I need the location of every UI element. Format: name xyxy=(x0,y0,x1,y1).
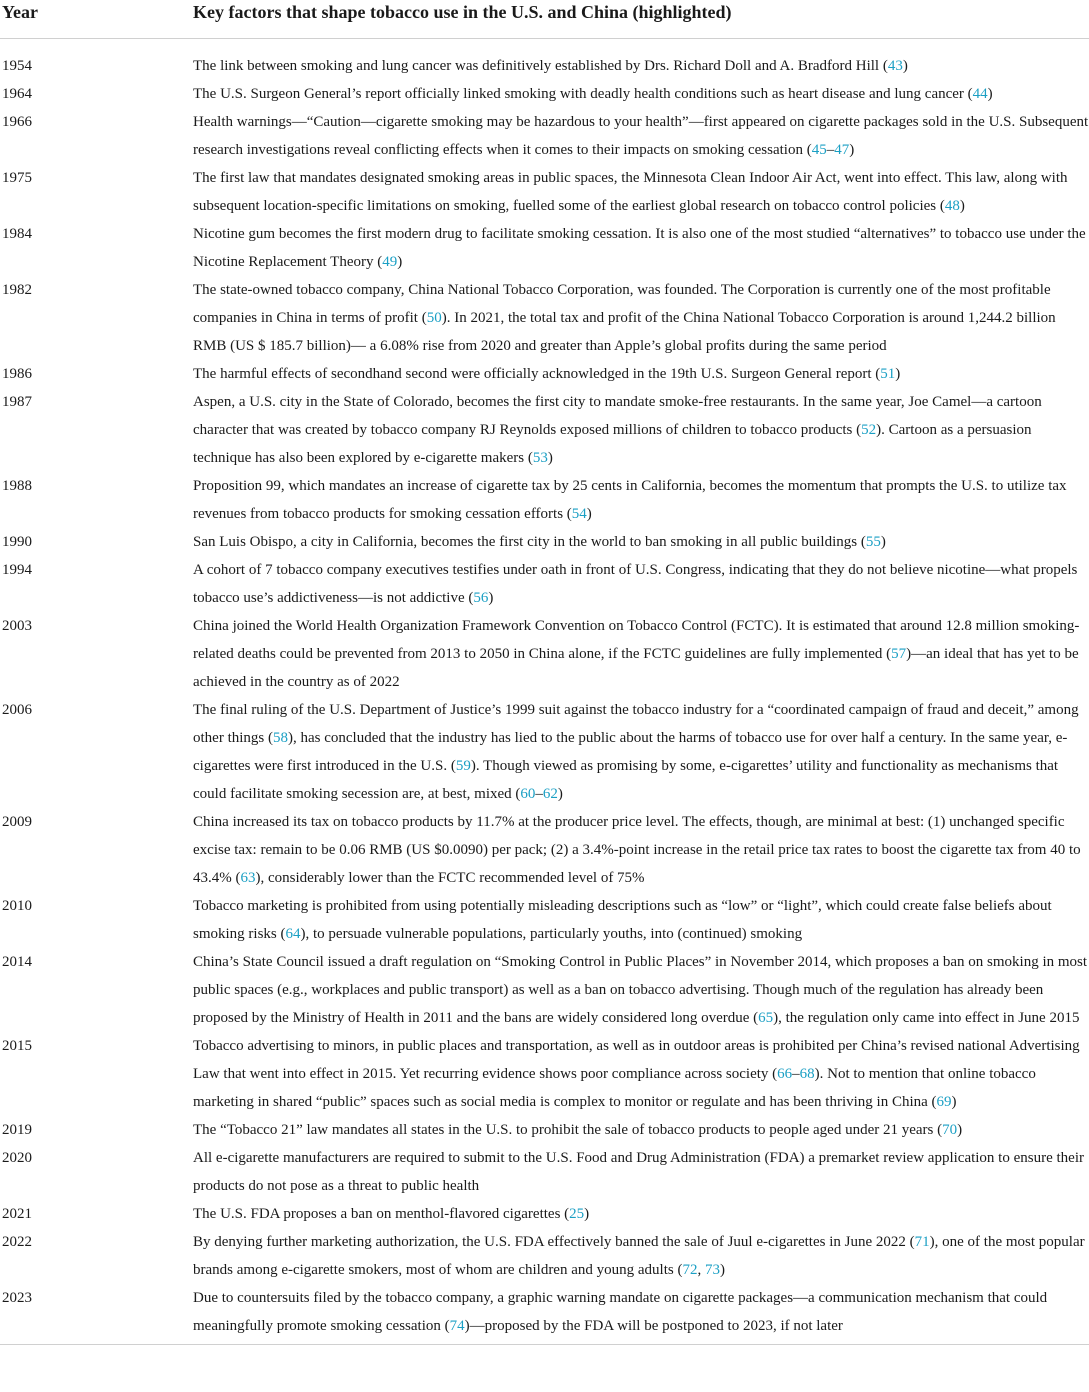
table-row xyxy=(0,388,1089,472)
reference-link[interactable]: 53 xyxy=(532,450,548,466)
reference-link[interactable]: 25 xyxy=(569,1206,585,1222)
description-cell xyxy=(193,948,1089,1032)
description-text: ) xyxy=(488,590,494,606)
description-cell xyxy=(193,80,1089,108)
description-cell xyxy=(193,612,1089,696)
table-row xyxy=(0,948,1089,1032)
table-row xyxy=(0,1144,1089,1200)
description-text: ) xyxy=(895,366,901,382)
description-cell xyxy=(193,1116,1089,1144)
year-cell: 2022 xyxy=(2,1234,32,1250)
year-cell: 1987 xyxy=(2,394,32,410)
description-cell xyxy=(193,388,1089,472)
description-cell xyxy=(193,220,1089,276)
header-row xyxy=(0,0,1089,39)
description-text: ), one of the most popular brands among e-cigarette smokers, most of whom are children and young adults ( xyxy=(193,1234,1085,1278)
description-text: )—proposed by the FDA will be postponed to 2023, if not later xyxy=(464,1318,843,1334)
reference-link[interactable]: 58 xyxy=(273,730,288,746)
description-text: By denying further marketing authorization, the U.S. FDA effectively banned the sale of Juul e-cigarettes in June 2022 ( xyxy=(193,1234,915,1250)
year-cell: 1994 xyxy=(2,562,32,578)
reference-link[interactable]: 43 xyxy=(887,58,903,74)
year-cell: 2010 xyxy=(2,898,32,914)
reference-link[interactable]: 64 xyxy=(285,926,301,942)
description-cell xyxy=(193,360,1089,388)
description-text: China increased its tax on tobacco products by 11.7% at the producer price level. The effects, though, are minimal at best: (1) unchanged specific excise tax: remain to be 0.06 RMB (US $0.0090) per pack; (2) a 3.4%-point increase in the retail price tax rates to boost the cigarette tax from 40 to 43.4% ( xyxy=(193,814,1081,886)
year-cell: 1966 xyxy=(2,114,32,130)
description-cell xyxy=(193,1144,1089,1200)
description-text: Due to countersuits filed by the tobacco company, a graphic warning mandate on cigarette packages—a communication mechanism that could meaningfully promote smoking cessation ( xyxy=(193,1290,1048,1334)
table-row xyxy=(0,1200,1089,1228)
table-row xyxy=(0,808,1089,892)
reference-link[interactable]: 44 xyxy=(972,86,988,102)
description-cell xyxy=(193,472,1089,528)
reference-link[interactable]: 66 xyxy=(777,1066,793,1082)
reference-link[interactable]: 50 xyxy=(426,310,442,326)
description-text: Tobacco marketing is prohibited from using potentially misleading descriptions such as “low” or “light”, which could create false beliefs about smoking risks ( xyxy=(193,898,1052,942)
year-cell: 2003 xyxy=(2,618,32,634)
reference-link[interactable]: 63 xyxy=(240,870,256,886)
description-text: Proposition 99, which mandates an increase of cigarette tax by 25 cents in California, becomes the momentum that prompts the U.S. to utilize tax revenues from tobacco products for smoking cessation efforts ( xyxy=(193,478,1067,522)
year-cell: 2021 xyxy=(2,1206,32,1222)
description-text: The U.S. FDA proposes a ban on menthol-flavored cigarettes ( xyxy=(193,1206,570,1222)
description-cell xyxy=(193,1032,1089,1116)
table-row xyxy=(0,220,1089,276)
table-row xyxy=(0,1116,1089,1144)
reference-link[interactable]: 45 xyxy=(811,142,827,158)
reference-link[interactable]: 52 xyxy=(861,422,877,438)
description-cell xyxy=(193,696,1089,808)
year-cell: 1964 xyxy=(2,86,32,102)
description-cell xyxy=(193,108,1089,164)
description-text: Tobacco advertising to minors, in public places and transportation, as well as in outdoor areas is prohibited per China’s revised national Advertising Law that went into effect in 2015. Yet recurring evidence shows poor compliance across society ( xyxy=(193,1038,1080,1082)
table-row xyxy=(0,472,1089,528)
year-cell: 1954 xyxy=(2,58,32,74)
description-text: – xyxy=(826,142,835,158)
table-header xyxy=(0,0,1089,39)
description-text: ), considerably lower than the FCTC recommended level of 75% xyxy=(255,870,645,886)
table-row xyxy=(0,1228,1089,1284)
description-text: ) xyxy=(557,786,563,802)
description-text: The first law that mandates designated smoking areas in public spaces, the Minnesota Clean Indoor Air Act, went into effect. This law, along with subsequent location-specific limitations on smoking, fuelled some of the earliest global research on tobacco control policies ( xyxy=(193,170,1068,214)
reference-link[interactable]: 74 xyxy=(449,1318,465,1334)
year-cell: 2019 xyxy=(2,1122,32,1138)
table-row xyxy=(0,108,1089,164)
description-text: ), the regulation only came into effect in June 2015 xyxy=(773,1010,1080,1026)
reference-link[interactable]: 59 xyxy=(455,758,471,774)
description-text: , xyxy=(697,1262,705,1278)
year-cell: 2014 xyxy=(2,954,32,970)
description-text: ) xyxy=(849,142,855,158)
reference-link[interactable]: 70 xyxy=(942,1122,958,1138)
description-text: ) xyxy=(959,198,965,214)
description-text: ) xyxy=(987,86,993,102)
description-text: The link between smoking and lung cancer was definitively established by Drs. Richard Doll and A. Bradford Hill ( xyxy=(193,58,888,74)
table-row xyxy=(0,892,1089,948)
description-text: Nicotine gum becomes the first modern drug to facilitate smoking cessation. It is also one of the most studied “alternatives” to tobacco use under the Nicotine Replacement Theory ( xyxy=(193,226,1086,270)
description-cell xyxy=(193,276,1089,360)
description-text: China’s State Council issued a draft regulation on “Smoking Control in Public Places” in November 2014, which proposes a ban on smoking in most public spaces (e.g., workplaces and public transport) as well as a ban on tobacco advertising. Though much of the regulation has already been proposed by the Ministry of Health in 2011 and the bans are widely considered long overdue ( xyxy=(193,954,1088,1026)
description-text: Health warnings—“Caution—cigarette smoking may be hazardous to your health”—first appeared on cigarette packages sold in the U.S. Subsequent research investigations reveal conflicting effects when it comes to their impacts on smoking cessation ( xyxy=(193,114,1089,158)
table-row xyxy=(0,360,1089,388)
description-text: – xyxy=(535,786,543,802)
description-text: All e-cigarette manufacturers are required to submit to the U.S. Food and Drug Administration (FDA) a premarket review application to ensure their products do not pose as a threat to public health xyxy=(193,1150,1084,1194)
table-body xyxy=(0,39,1089,1345)
description-cell xyxy=(193,39,1089,81)
description-text: ) xyxy=(902,58,908,74)
description-cell xyxy=(193,1228,1089,1284)
reference-link[interactable]: 60 xyxy=(520,786,536,802)
column-header-year: Year xyxy=(0,0,193,39)
description-text: ) xyxy=(880,534,886,550)
reference-link[interactable]: 54 xyxy=(571,506,587,522)
description-text: ), to persuade vulnerable populations, particularly youths, into (continued) smoking xyxy=(300,926,803,942)
table-row xyxy=(0,39,1089,81)
description-text: The final ruling of the U.S. Department of Justice’s 1999 suit against the tobacco industry for a “coordinated campaign of fraud and deceit,” among other things ( xyxy=(193,702,1079,746)
year-cell: 1984 xyxy=(2,226,32,242)
description-cell xyxy=(193,892,1089,948)
reference-link[interactable]: 68 xyxy=(799,1066,815,1082)
description-text: ). In 2021, the total tax and profit of the China National Tobacco Corporation is around 1,244.2 billion RMB (US $ 185.7 billion)— a 6.08% rise from 2020 and greater than Apple’s global profits during the same period xyxy=(193,310,1056,354)
table-row xyxy=(0,80,1089,108)
reference-link[interactable]: 48 xyxy=(944,198,960,214)
reference-link[interactable]: 56 xyxy=(473,590,489,606)
table-row xyxy=(0,696,1089,808)
year-cell: 1982 xyxy=(2,282,32,298)
year-cell: 2006 xyxy=(2,702,32,718)
description-text: )—an ideal that has yet to be achieved in the country as of 2022 xyxy=(193,646,1079,690)
reference-link[interactable]: 47 xyxy=(834,142,850,158)
description-text: The harmful effects of secondhand second were officially acknowledged in the 19th U.S. Surgeon General report ( xyxy=(193,366,881,382)
description-text: The state-owned tobacco company, China National Tobacco Corporation, was founded. The Corporation is currently one of the most profitable companies in China in terms of profit ( xyxy=(193,282,1051,326)
reference-link[interactable]: 49 xyxy=(382,254,398,270)
description-text: ) xyxy=(584,1206,590,1222)
reference-link[interactable]: 73 xyxy=(704,1262,720,1278)
table-row xyxy=(0,556,1089,612)
reference-link[interactable]: 72 xyxy=(682,1262,698,1278)
table-row xyxy=(0,528,1089,556)
reference-link[interactable]: 62 xyxy=(542,786,558,802)
description-text: ). Not to mention that online tobacco marketing in shared “public” spaces such as social media is complex to monitor or regulate and has been thriving in China ( xyxy=(193,1066,1036,1110)
table-row xyxy=(0,612,1089,696)
description-text: ) xyxy=(397,254,403,270)
year-cell: 1975 xyxy=(2,170,32,186)
description-text: ) xyxy=(547,450,553,466)
table-row xyxy=(0,1284,1089,1345)
year-cell: 1990 xyxy=(2,534,32,550)
description-text: ), has concluded that the industry has lied to the public about the harms of tobacco use for over half a century. In the same year, e-cigarettes were first introduced in the U.S. ( xyxy=(193,730,1068,774)
description-text: ) xyxy=(951,1094,957,1110)
description-text: ) xyxy=(586,506,592,522)
description-text: San Luis Obispo, a city in California, becomes the first city in the world to ban smoking in all public buildings ( xyxy=(193,534,866,550)
description-cell xyxy=(193,1200,1089,1228)
description-text: ) xyxy=(719,1262,725,1278)
reference-link[interactable]: 55 xyxy=(865,534,881,550)
reference-link[interactable]: 51 xyxy=(880,366,896,382)
year-cell: 2009 xyxy=(2,814,32,830)
description-text: ) xyxy=(957,1122,963,1138)
description-text: The U.S. Surgeon General’s report officially linked smoking with deadly health conditions such as heart disease and lung cancer ( xyxy=(193,86,973,102)
year-cell: 1988 xyxy=(2,478,32,494)
year-cell: 2020 xyxy=(2,1150,32,1166)
reference-link[interactable]: 71 xyxy=(914,1234,930,1250)
table-row xyxy=(0,1032,1089,1116)
description-cell xyxy=(193,1284,1089,1345)
table-row xyxy=(0,164,1089,220)
description-text: A cohort of 7 tobacco company executives testifies under oath in front of U.S. Congress, indicating that they do not believe nicotine—what propels tobacco use’s addictiveness—is not addictive ( xyxy=(193,562,1078,606)
description-cell xyxy=(193,528,1089,556)
reference-link[interactable]: 65 xyxy=(758,1010,774,1026)
table-row xyxy=(0,276,1089,360)
year-cell: 1986 xyxy=(2,366,32,382)
year-cell: 2015 xyxy=(2,1038,32,1054)
description-cell xyxy=(193,808,1089,892)
description-text: – xyxy=(792,1066,800,1082)
description-text: ). Cartoon as a persuasion technique has also been explored by e-cigarette makers ( xyxy=(193,422,1032,466)
reference-link[interactable]: 69 xyxy=(936,1094,952,1110)
description-cell xyxy=(193,164,1089,220)
description-text: Aspen, a U.S. city in the State of Colorado, becomes the first city to mandate smoke-free restaurants. In the same year, Joe Camel—a cartoon character that was created by tobacco company RJ Reynolds exposed millions of children to tobacco products ( xyxy=(193,394,1042,438)
description-text: ). Though viewed as promising by some, e-cigarettes’ utility and functionality as mechanisms that could facilitate smoking secession are, at best, mixed ( xyxy=(193,758,1059,802)
description-cell xyxy=(193,556,1089,612)
column-header-title: Key factors that shape tobacco use in the U.S. and China (highlighted) xyxy=(193,0,1089,39)
reference-link[interactable]: 57 xyxy=(891,646,907,662)
description-text: China joined the World Health Organization Framework Convention on Tobacco Control (FCTC). It is estimated that around 12.8 million smoking-related deaths could be prevented from 2013 to 2050 in China alone, if the FCTC guidelines are fully implemented ( xyxy=(193,618,1080,662)
description-text: The “Tobacco 21” law mandates all states in the U.S. to prohibit the sale of tobacco products to people aged under 21 years ( xyxy=(193,1122,943,1138)
year-cell: 2023 xyxy=(0,1284,193,1345)
